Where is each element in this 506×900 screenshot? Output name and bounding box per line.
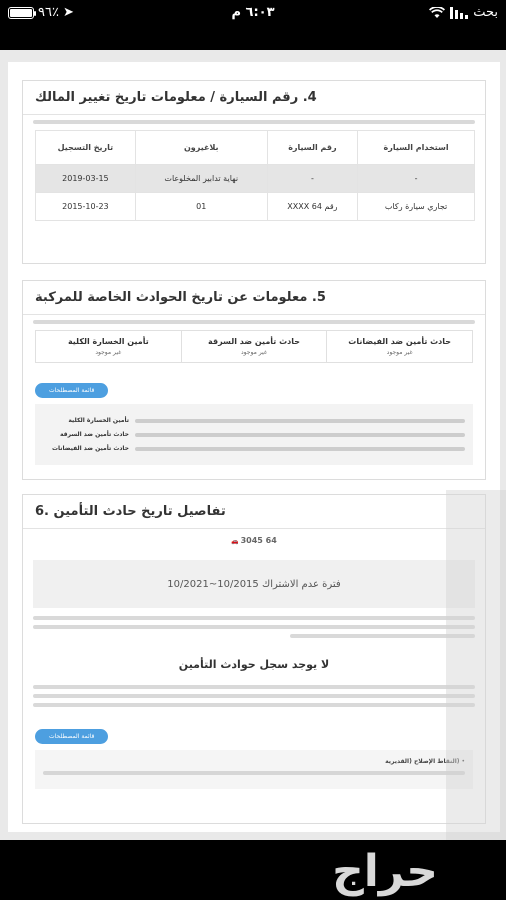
plate-number: 64 3045 bbox=[240, 536, 277, 545]
table-cell: 2019-03-15 bbox=[36, 165, 136, 193]
table-cell: نهاية تدابير المخلوعات bbox=[135, 165, 267, 193]
definition-item bbox=[43, 431, 465, 438]
definition-item bbox=[43, 417, 465, 424]
blurred-text bbox=[33, 694, 475, 698]
grey-overlay bbox=[446, 490, 506, 870]
blurred-text bbox=[33, 616, 475, 620]
insurance-definition-list bbox=[35, 750, 473, 789]
definition-item: • (النقاط الإصلاح (القديرية bbox=[385, 758, 465, 766]
definition-item bbox=[43, 445, 465, 452]
definitions-list bbox=[35, 404, 473, 465]
battery-percent: ٩٦٪ bbox=[38, 5, 59, 20]
coverage-title: حادث تأمين ضد الفيضانات bbox=[348, 337, 452, 346]
definition-term: حادث تأمين ضد الفيضانات bbox=[51, 445, 129, 452]
coverage-theft bbox=[181, 331, 327, 362]
definition-term: تأمين الخسارة الكلية bbox=[68, 417, 129, 424]
coverage-value: غير موجود bbox=[386, 349, 413, 356]
coverage-row bbox=[35, 330, 473, 363]
col-registration-date: تاريخ التسجيل bbox=[36, 131, 136, 165]
col-reporter: بلاغيرون bbox=[135, 131, 267, 165]
status-right bbox=[429, 5, 498, 20]
table-row bbox=[36, 165, 475, 193]
col-car-usage: استخدام السيارة bbox=[358, 131, 475, 165]
section-title: 5. معلومات عن تاريخ الحوادث الخاصة للمركبة bbox=[23, 281, 485, 315]
blurred-text bbox=[33, 703, 475, 707]
blurred-text bbox=[33, 120, 475, 124]
table-cell: تجاري سيارة ركاب bbox=[358, 193, 475, 221]
status-bar bbox=[0, 0, 506, 28]
location-arrow-icon: ➤ bbox=[62, 5, 74, 20]
car-icon: 🚗 bbox=[231, 538, 239, 545]
blurred-text bbox=[33, 625, 475, 629]
table-cell: 2015-10-23 bbox=[36, 193, 136, 221]
glossary-button-2[interactable]: قائمة المصطلحات bbox=[35, 729, 108, 744]
coverage-value: غير موجود bbox=[95, 349, 122, 356]
coverage-total-loss bbox=[36, 331, 181, 362]
section-title: تفاصيل تاريخ حادث التأمين .6 bbox=[23, 495, 485, 529]
image-viewer[interactable] bbox=[0, 50, 506, 840]
period-band: فترة عدم الاشتراك 10/2015~10/2021 bbox=[33, 560, 475, 608]
section-title: 4. رقم السيارة / معلومات تاريخ تغيير المالك bbox=[23, 81, 485, 115]
table-header-row bbox=[36, 131, 475, 165]
report-page bbox=[8, 62, 500, 832]
glossary-button[interactable]: قائمة المصطلحات bbox=[35, 383, 108, 398]
no-insurance-record: لا يوجد سجل حوادث التأمين bbox=[178, 658, 330, 672]
table-cell: - bbox=[267, 165, 357, 193]
coverage-title: تأمين الخسارة الكلية bbox=[67, 337, 149, 346]
clock: ٦:٠٣ م bbox=[231, 5, 275, 20]
table-row bbox=[36, 193, 475, 221]
definition-term: حادث تأمين ضد السرقة bbox=[60, 431, 129, 438]
haraj-logo-text: حراج bbox=[332, 846, 438, 897]
haraj-logo bbox=[270, 842, 500, 898]
section-special-accidents bbox=[22, 280, 486, 480]
blurred-text bbox=[33, 685, 475, 689]
section-owner-history bbox=[22, 80, 486, 264]
table-cell: XXXX رقم 64 bbox=[267, 193, 357, 221]
coverage-flood bbox=[326, 331, 472, 362]
coverage-value: غير موجود bbox=[241, 349, 267, 356]
blurred-text bbox=[33, 320, 475, 324]
wifi-icon bbox=[429, 7, 445, 19]
blurred-text bbox=[43, 771, 465, 775]
definition-term: (النقاط الإصلاح (القديرية bbox=[385, 758, 460, 766]
signal-icon bbox=[450, 7, 468, 19]
plate-note bbox=[23, 529, 485, 552]
owner-table bbox=[35, 130, 475, 221]
table-cell: - bbox=[358, 165, 475, 193]
coverage-title: حادث تأمين ضد السرقة bbox=[207, 337, 300, 346]
section-insurance-accidents bbox=[22, 494, 486, 824]
table-cell: 01 bbox=[135, 193, 267, 221]
col-plate-number: رقم السيارة bbox=[267, 131, 357, 165]
carrier-label: بحث bbox=[473, 5, 498, 20]
